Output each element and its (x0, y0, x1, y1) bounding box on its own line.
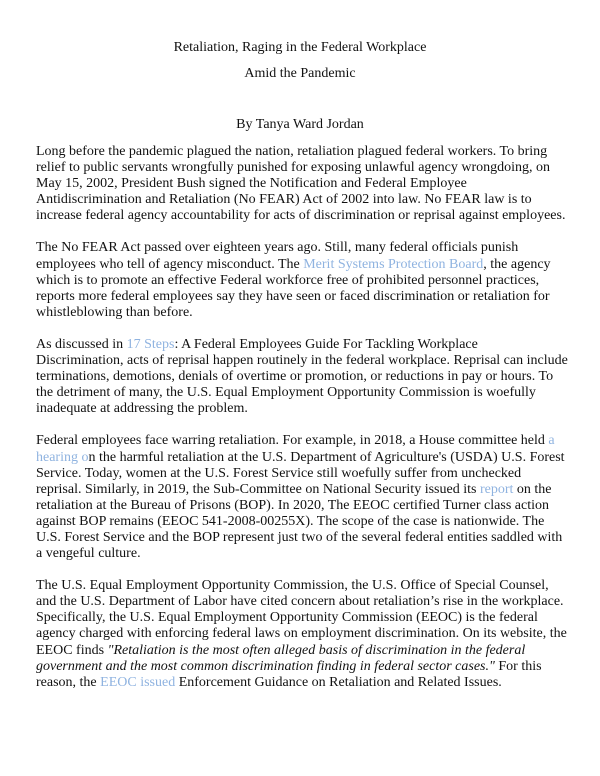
article-body (36, 144, 568, 707)
paragraph-4 (36, 433, 568, 562)
paragraph-1-text: Long before the pandemic plagued the nation, retaliation plagued federal workers. To bring relief to public servants wrongfully punished for exposing unlawful agency wrongdoing, on May 15, 2002, President Bush signed the Notification and Federal Employee Antidiscrimination and Retaliation (No FEAR) Act of 2002 into law. No FEAR law is to increase federal agency accountability for acts of discrimination or reprisal against employees. (36, 144, 566, 224)
report-link[interactable]: report (479, 481, 514, 497)
paragraph-5-text-after: Enforcement Guidance on Retaliation and Related Issues. (175, 674, 502, 690)
17-steps-link[interactable]: 17 Steps (126, 336, 175, 352)
eeoc-quote: "Retaliation is the most often alleged basis of discrimination in the federal government and the most common discrimination finding in federal sector cases." (36, 642, 526, 674)
paragraph-5 (36, 578, 568, 691)
paragraph-2-text-after: , the agency which is to promote an effective Federal workforce free of prohibited personnel practices, reports more federal employees say they have seen or faced discrimination or retaliation for whistleblowing than before. (36, 256, 551, 320)
paragraph-5-text-middle: For this reason, the (36, 658, 542, 690)
paragraph-3-text-after: : A Federal Employees Guide For Tackling Workplace Discrimination, acts of reprisal happen routinely in the federal workplace. Reprisal can include terminations, demotions, denials of overtime or promotion, or reductions in pay or hours. To the detriment of many, the U.S. Equal Employment Opportunity Commission is woefully inadequate at addressing the problem. (36, 336, 568, 417)
hearing-link[interactable]: a hearing o (36, 433, 555, 465)
paragraph-1 (36, 144, 568, 224)
paragraph-4-text-middle: n the harmful retaliation at the U.S. Department of Agriculture's (USDA) U.S. Forest Service. Today, women at the U.S. Forest Service still woefully suffer from unchecked reprisal. Similarly, in 2019, the Sub-Committee on National Security issued its (36, 449, 565, 497)
paragraph-2 (36, 240, 568, 320)
paragraph-4-text-after: on the retaliation at the Bureau of Prisons (BOP). In 2020, The EEOC certified Turner class action against BOP remains (EEOC 541-2008-00255X). The scope of the case is nationwide. The U.S. Forest Service and the BOP represent just two of the several federal entities saddled with a vengeful culture. (36, 481, 563, 562)
paragraph-5-text-before: The U.S. Equal Employment Opportunity Commission, the U.S. Office of Special Counsel, and the U.S. Department of Labor have cited concern about retaliation’s rise in the workplace. Specifically, the U.S. Equal Employment Opportunity Commission (EEOC) is the federal agency charged with enforcing federal laws on employment discrimination. On its website, the EEOC finds (36, 578, 567, 658)
eeoc-issued-link[interactable]: EEOC issued (100, 674, 176, 690)
document-subtitle: Amid the Pandemic (244, 66, 356, 81)
paragraph-2-text-before: The No FEAR Act passed over eighteen years ago. Still, many federal officials punish employees who tell of agency misconduct. The (36, 240, 519, 272)
document-title: Retaliation, Raging in the Federal Workplace (173, 40, 427, 55)
paragraph-4-text-before: Federal employees face warring retaliation. For example, in 2018, a House committee held (36, 433, 549, 449)
paragraph-3-text-before: As discussed in (36, 336, 127, 352)
mspb-link[interactable]: Merit Systems Protection Board (303, 256, 484, 272)
paragraph-3 (36, 337, 568, 417)
byline: By Tanya Ward Jordan (236, 117, 364, 132)
